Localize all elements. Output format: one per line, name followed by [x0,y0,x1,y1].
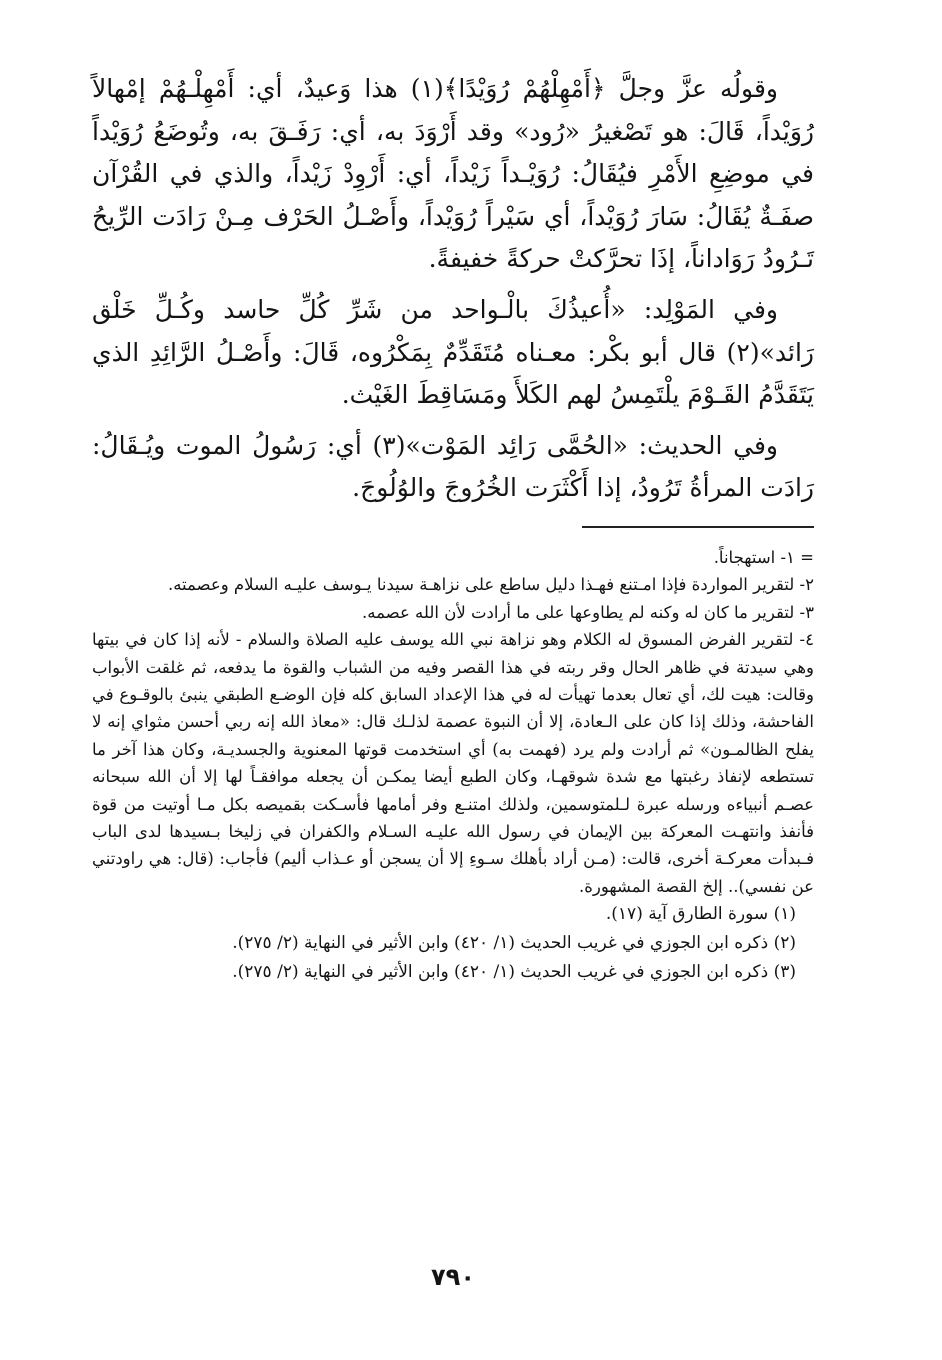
footnote-divider-area [92,518,814,544]
footnote: ٤- لتقرير الفرض المسوق له الكلام وهو نزاهة نبي الله يوسف عليه الصلاة والسلام - لأنه إذا كان في بيتها وهي سيدتة في ظاهر الحال وقر ربته في هذا القصر وفيه من الشباب والقوة ما يدفعه، ثم غلقت الأبواب وقالت: هيت لك، أي تعال بعدما تهيأت له في هذا الإعداد السابق كله فإن الوضـع الطبقي ينبئ بالوقـوع في الفاحشة، وذلك إذا كان على الـعادة، إلا أن النبوة عصمة لذلـك قال: «معاذ الله إنه ربي أحسن مثواي إنه لا يفلح الظالمـون» ثم أرادت ولم يرد (فهمت به) أي استخدمت قوتها المعنوية والجسديـة، وكان هذا آخر ما تستطعه لإنفاذ رغبتها مع شدة شوقهـا، وكان الطبع أيضا يمكـن أن يجعله موافقـاً لها إلا أن الله سبحانه عصـم أنبياءه ورسله عبرة لـلمتوسمين، ولذلك امتنـع وفر أمامها فأسـكت بقميصه بكل مـا أوتيت من قوة فأنفذ وانتهـت المعركة بين الإيمان في رسول الله عليـه السـلام والكفران في زليخا بـسيدها لدى الباب فـبدأت معركـة أخرى، قالت: (مـن أراد بأهلك سـوءِ إلا أن يسجن أو عـذاب أليم) فأجاب: (قال: هي راودتني عن نفسي).. إلخ القصة المشهورة. [92,630,814,896]
main-text [92,68,814,510]
reference: (٢) ذكره ابن الجوزي في غريب الحديث (١/ ٤٢٠) وابن الأثير في النهاية (٢/ ٢٧٥). [232,933,796,954]
document-page [92,68,814,1338]
page-number: ٧٩٠ [431,1263,475,1291]
footnote-divider [582,526,814,528]
reference: (١) سورة الطارق آية (١٧). [605,904,796,925]
main-paragraph: وفي الحديث: «الحُمَّى رَائِد المَوْت»(٣) أي: رَسُولُ الموت ويُـقَالُ: رَادَت المرأةُ تَرُودُ، إذا أَكْثَرَت الخُرُوجَ والوُلُوجَ. [92,430,814,503]
footnote: = ١- استهجاناً. [713,547,814,567]
footnotes [92,544,814,987]
footnote: ٣- لتقرير ما كان له وكنه لم يطاوعها على ما أرادت لأن الله عصمه. [362,602,814,622]
footnote: ٢- لتقرير المواردة فإذا امـتنع فهـذا دليل ساطع على نزاهـة سيدنا يـوسف عليـه السلام وعصمته. [167,575,814,595]
reference: (٣) ذكره ابن الجوزي في غريب الحديث (١/ ٤٢٠) وابن الأثير في النهاية (٢/ ٢٧٥). [232,962,796,983]
main-paragraph: وقولُه عزَّ وجلَّ ﴿أَمْهِلْهُمْ رُوَيْدًا﴾(١) هذا وَعيدٌ، أي: أَمْهِلْـهُمْ إمْهالاً رُوَيْداً، قَالَ: هو تَصْغيرُ «رُود» وقد أَرْوَدَ به، أي: رَفَـقَ به، وتُوضَعُ رُوَيْداً في موضِعِ الأَمْرِ فيُقَالُ: رُوَيْـداً زَيْداً، أي: أَرْوِدْ زَيْداً، والذي في القُرْآن صفَـةٌ يُقَالُ: سَارَ رُوَيْداً، أي سَيْراً رُوَيْداً، وأَصْـلُ الحَرْف مِـنْ رَادَت الرِّيحُ تَـرُودُ رَوَاداناً، إذَا تحرَّكتْ حركةً خفيفةً. [92,74,814,274]
main-paragraph: وفي المَوْلِد: «أُعيذُكَ بالْـواحد من شَرِّ كُلِّ حاسد وكُـلِّ خَلْق رَائد»(٢) قال أبو بكْر: معـناه مُتَقَدِّمٌ بِمَكْرُوه، قَالَ: وأَصْـلُ الرَّائِدِ الذي يَتَقَدَّمُ القَـوْمَ يلْتَمِسُ لهم الكَلأَ ومَسَاقِطَ الغَيْث. [92,294,814,410]
